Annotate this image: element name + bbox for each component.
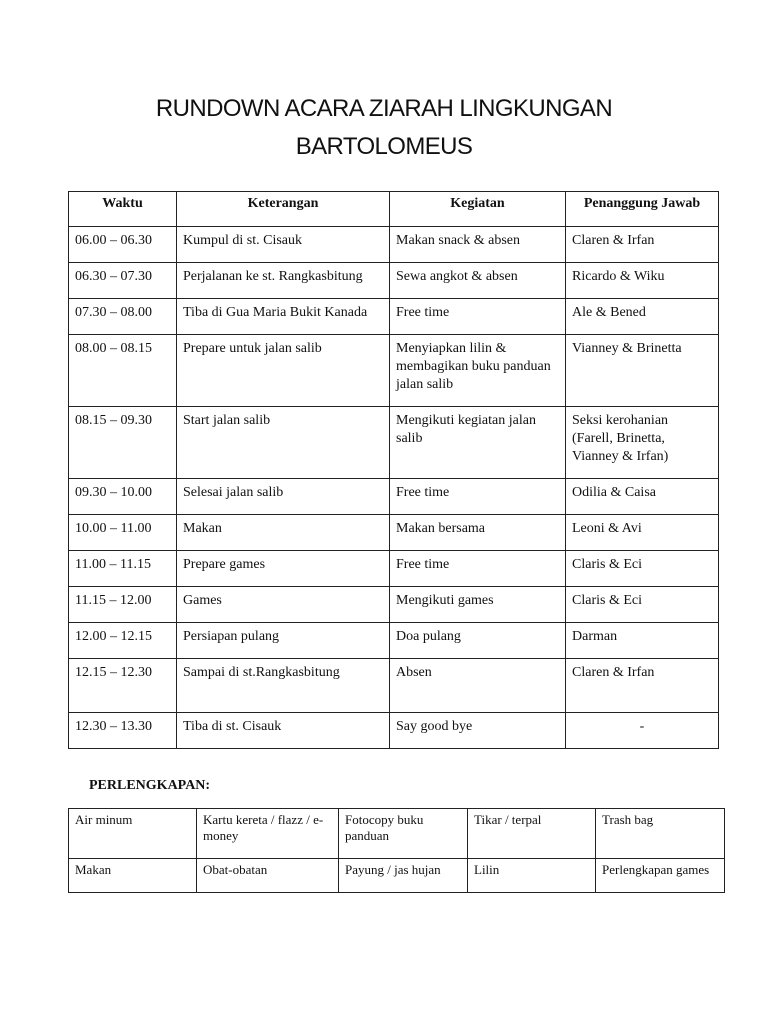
table-row	[69, 299, 719, 335]
table-row	[69, 335, 719, 407]
cell-penanggung-jawab: Ricardo & Wiku	[566, 263, 719, 299]
cell-penanggung-jawab: Leoni & Avi	[566, 515, 719, 551]
equipment-item: Perlengkapan games	[596, 859, 725, 893]
equipment-item: Makan	[69, 859, 197, 893]
cell-waktu: 06.30 – 07.30	[69, 263, 177, 299]
cell-kegiatan: Makan snack & absen	[390, 227, 566, 263]
cell-keterangan: Games	[177, 587, 390, 623]
cell-keterangan: Persiapan pulang	[177, 623, 390, 659]
table-row	[69, 659, 719, 713]
rundown-table	[68, 191, 719, 749]
cell-kegiatan: Mengikuti games	[390, 587, 566, 623]
cell-keterangan: Start jalan salib	[177, 407, 390, 479]
equipment-item: Air minum	[69, 809, 197, 859]
document-title-line-1: RUNDOWN ACARA ZIARAH LINGKUNGAN	[155, 95, 613, 122]
cell-keterangan: Tiba di Gua Maria Bukit Kanada	[177, 299, 390, 335]
cell-keterangan: Sampai di st.Rangkasbitung	[177, 659, 390, 713]
cell-kegiatan: Say good bye	[390, 713, 566, 749]
equipment-item: Obat-obatan	[197, 859, 339, 893]
cell-waktu: 06.00 – 06.30	[69, 227, 177, 263]
cell-penanggung-jawab: Claris & Eci	[566, 551, 719, 587]
table-row	[69, 227, 719, 263]
table-row	[69, 263, 719, 299]
cell-waktu: 07.30 – 08.00	[69, 299, 177, 335]
table-row	[69, 551, 719, 587]
cell-keterangan: Makan	[177, 515, 390, 551]
table-row	[69, 515, 719, 551]
header-kegiatan: Kegiatan	[390, 192, 566, 227]
table-row	[69, 479, 719, 515]
cell-penanggung-jawab: -	[566, 713, 719, 749]
perlengkapan-table	[68, 808, 725, 893]
table-row	[69, 407, 719, 479]
cell-waktu: 10.00 – 11.00	[69, 515, 177, 551]
cell-penanggung-jawab: Darman	[566, 623, 719, 659]
equipment-item: Trash bag	[596, 809, 725, 859]
table-row	[69, 859, 725, 893]
table-row	[69, 623, 719, 659]
cell-waktu: 11.15 – 12.00	[69, 587, 177, 623]
cell-kegiatan: Mengikuti kegiatan jalan salib	[390, 407, 566, 479]
document-title-line-2: BARTOLOMEUS	[295, 133, 473, 160]
cell-kegiatan: Free time	[390, 551, 566, 587]
cell-waktu: 09.30 – 10.00	[69, 479, 177, 515]
cell-waktu: 12.15 – 12.30	[69, 659, 177, 713]
cell-keterangan: Kumpul di st. Cisauk	[177, 227, 390, 263]
table-row	[69, 713, 719, 749]
cell-penanggung-jawab: Claren & Irfan	[566, 227, 719, 263]
equipment-item: Tikar / terpal	[468, 809, 596, 859]
cell-penanggung-jawab: Claren & Irfan	[566, 659, 719, 713]
cell-waktu: 12.00 – 12.15	[69, 623, 177, 659]
header-waktu: Waktu	[69, 192, 177, 227]
cell-kegiatan: Makan bersama	[390, 515, 566, 551]
cell-kegiatan: Doa pulang	[390, 623, 566, 659]
equipment-item: Kartu kereta / flazz / e-money	[197, 809, 339, 859]
cell-keterangan: Prepare games	[177, 551, 390, 587]
equipment-item: Lilin	[468, 859, 596, 893]
cell-keterangan: Perjalanan ke st. Rangkasbitung	[177, 263, 390, 299]
cell-kegiatan: Menyiapkan lilin & membagikan buku panduan jalan salib	[390, 335, 566, 407]
cell-penanggung-jawab: Vianney & Brinetta	[566, 335, 719, 407]
header-keterangan: Keterangan	[177, 192, 390, 227]
cell-waktu: 08.00 – 08.15	[69, 335, 177, 407]
table-row	[69, 809, 725, 859]
cell-waktu: 08.15 – 09.30	[69, 407, 177, 479]
cell-kegiatan: Sewa angkot & absen	[390, 263, 566, 299]
cell-kegiatan: Absen	[390, 659, 566, 713]
cell-kegiatan: Free time	[390, 479, 566, 515]
cell-penanggung-jawab: Ale & Bened	[566, 299, 719, 335]
cell-keterangan: Tiba di st. Cisauk	[177, 713, 390, 749]
cell-penanggung-jawab: Odilia & Caisa	[566, 479, 719, 515]
cell-penanggung-jawab: Seksi kerohanian (Farell, Brinetta, Vianney & Irfan)	[566, 407, 719, 479]
header-penanggung-jawab: Penanggung Jawab	[566, 192, 719, 227]
cell-waktu: 12.30 – 13.30	[69, 713, 177, 749]
cell-penanggung-jawab: Claris & Eci	[566, 587, 719, 623]
cell-kegiatan: Free time	[390, 299, 566, 335]
equipment-item: Payung / jas hujan	[339, 859, 468, 893]
equipment-item: Fotocopy buku panduan	[339, 809, 468, 859]
cell-keterangan: Selesai jalan salib	[177, 479, 390, 515]
cell-keterangan: Prepare untuk jalan salib	[177, 335, 390, 407]
perlengkapan-heading: PERLENGKAPAN:	[89, 778, 211, 793]
table-row	[69, 587, 719, 623]
table-header-row	[69, 192, 719, 227]
cell-waktu: 11.00 – 11.15	[69, 551, 177, 587]
